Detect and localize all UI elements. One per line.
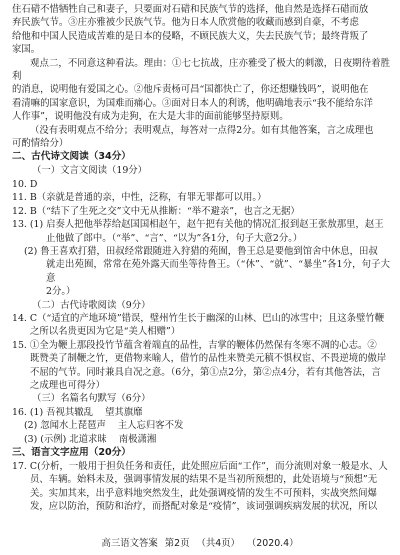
footer-date: （2020.4） (246, 538, 299, 549)
answer-line: 11. B（亲就是普通的亲，中性，泛称，有罪无罪都可以用。） (12, 192, 267, 204)
footer-page: 第2页 (164, 538, 190, 549)
answer-line: 12. B（“结下了生死之交”文中无从推断：“举不避亲”，也言之无据） (12, 205, 300, 217)
answer-line: 14. C（“适宜的产地环境”错误，璧州竹生长于幽深的山林、巴山的冰雪中；且这条璧竹鞭 (12, 312, 385, 324)
answer-line: 发，应以防治，预防和治疗，而搭配对象是“疫情”，该词强调疾病发展的状况，所以 (30, 501, 378, 513)
answer-line: 15. ①全为鞭上那段投竹节蕴含着端直的品性，吉掌的鞭体仍然保有冬寒不凋的心志。② (12, 339, 377, 351)
answer-line: 就走出苑囿，常常在苑外露天而坐等待鲁王。（“休”、“就”、“暴坐”各1分，句子大意 (46, 259, 390, 284)
section-heading: 二、古代诗文阅读（34分） (12, 151, 131, 163)
section-heading: 三、语言文字应用（20分） (12, 447, 131, 458)
answer-line: 2分。） (46, 286, 76, 298)
answer-line: 止他做了郎中。（“举”、“言”、“以为”各1分，句子大意2分。） (46, 232, 303, 244)
answer-line: 13. (1) 启奏人把他举荐给赵国国相赵午，赵午把有关他的情况汇报到赵王张敖那里，赵王 (12, 219, 384, 231)
answer-line: 关。实加其来，出乎意料地突然发生，此处强调疫情的发生不可预料，实战突然间爆 (30, 487, 377, 499)
footer-title: 高三语文答案 (101, 538, 158, 549)
answer-line: 之成理也可得分） (30, 379, 106, 391)
text-line: 弃民族气节。③庄亦雅被少民族气节。他为日本人欣赏他的收藏而感到自豪，不考虑 (12, 17, 359, 29)
answer-line: (3) (示例) 北道求昧 南极潇湘 (24, 433, 157, 445)
answer-line: (2) 忽闻水上琵琶声 主人忘归客不发 (24, 420, 184, 432)
answer-line: 之所以名贵更因为它是“美人相赠”） (30, 326, 181, 338)
subsection-heading: （二）古代诗歌阅读（9分） (32, 299, 151, 311)
subsection-heading: （三）名篇名句默写（6分） (32, 393, 151, 405)
answer-line: 既赞美了制鞭之竹，更借物来喻人，借竹的品性来赞美元稹不惧权宦、不畏逆境的傲岸 (30, 353, 387, 365)
text-line: 住石碏不惜牺牲自己和妻子，只要面对石碏和民族气节的选择，他自然是选择石碏而放 (12, 4, 369, 15)
text-line: 可酌情给分） (12, 138, 69, 150)
text-line: （没有表明观点不给分；表明观点，每答对一点得2分。如有其他答案，言之成理也 (30, 124, 374, 136)
text-line: 的消息，说明他有爱国之心。②他斥责杨可昌“国都快亡了，你还想赚钱吗”，说明他在 (12, 84, 369, 96)
text-line: 看清嘛的国家意识，为国难而痛心。③面对日本人的利诱，他明确地表示“我不能给东洋 (12, 97, 374, 109)
answer-line: 员、车辆。始料未及，强调事情发展的结果不是当初所预想的，此处语境与“预想”无 (30, 474, 378, 486)
text-line: 观点二，不同意这种看法。理由：①七七抗战，庄亦雅受了极大的刺激，日夜期待着胜利 (12, 57, 390, 83)
text-line: 人作事”，说明他没有成为走狗，在大是大非的面前能够坚持原则。 (12, 111, 289, 123)
text-line: 家国。 (12, 44, 41, 56)
page-footer (0, 535, 400, 549)
answer-line: (2) 鲁王喜欢打猎，田叔经常跟随进入狩猎的苑囿，鲁王总是要他到馆舍中休息，田叔 (24, 245, 378, 257)
text-line: 给他和中国人民造成苦难的是日本的侵略，不顾民族大义，失去民族气节；最终背叛了 (12, 30, 369, 42)
footer-total: （共4页） (196, 538, 240, 549)
answer-line: 16. (1) 吾视其辙乱 望其旗靡 (12, 406, 143, 418)
subsection-heading: （一）文言文阅读（19分） (32, 165, 148, 177)
answer-line: 不屈的气节。同时兼具自况之意。（6分，第①点2分，第②点4分，若有其他答法，言 (30, 366, 381, 378)
answer-line: 10. D (12, 178, 38, 190)
answer-line: 17. C(分析，一般用于担负任务和责任，此处照应后面“工作”，而分流则对象一般是水、人 (12, 461, 388, 472)
